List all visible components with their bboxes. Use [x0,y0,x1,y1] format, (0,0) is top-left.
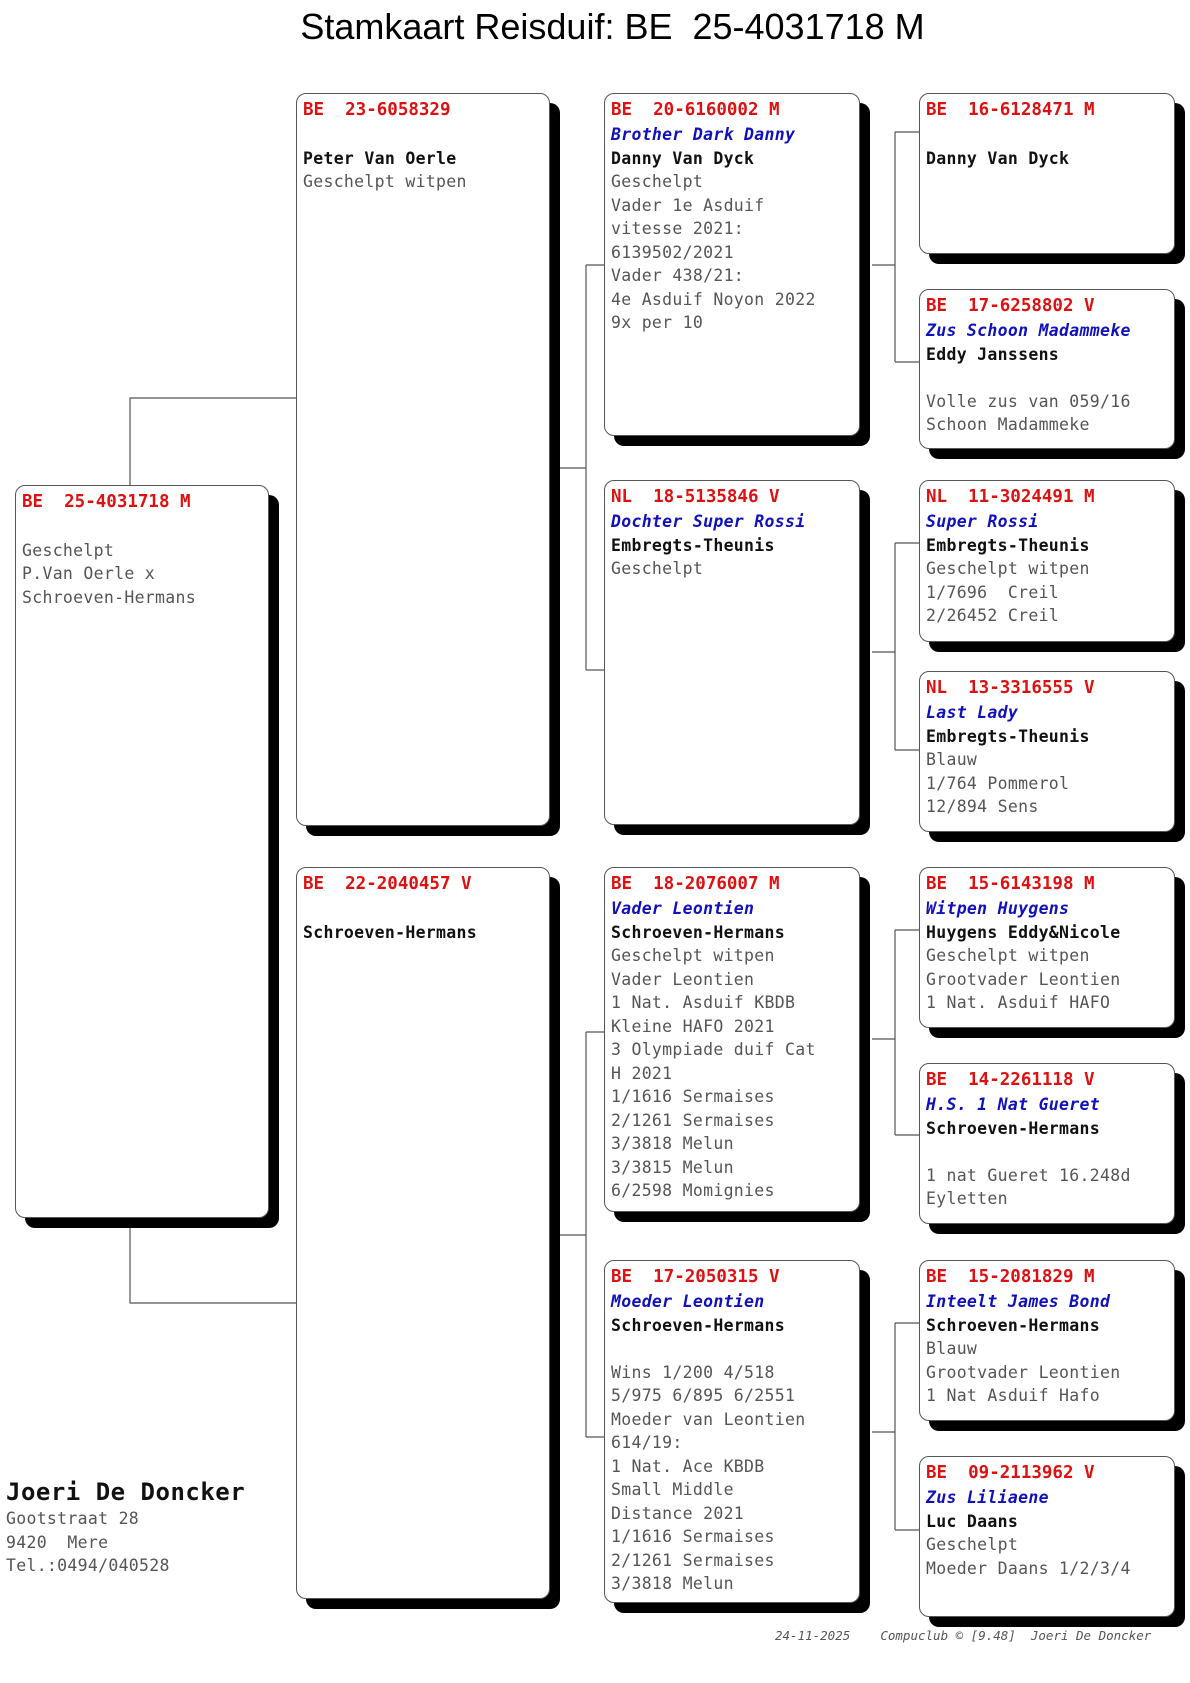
ring-number: BE 15-2081829 M [926,1267,1095,1287]
info-line: 2/26452 Creil [926,606,1060,625]
pedigree-box-subject [15,485,269,1218]
info-line: 6/2598 Momignies [611,1181,775,1200]
info-line: Grootvader Leontien [926,969,1121,989]
owner-block [6,1477,245,1578]
spacer-line [611,1337,853,1361]
footer-credits: 24-11-2025 Compuclub © [9.48] Joeri De Doncker [775,1628,1152,1643]
info-line: 1 Nat. Ace KBDB [611,1456,765,1476]
breeder-name: Schroeven-Hermans [611,1315,785,1335]
spacer-line [926,366,1168,390]
owner-street: Gootstraat 28 [6,1509,140,1528]
info-line: 3/3818 Melun [611,1574,734,1593]
info-line: Geschelpt [611,172,704,191]
breeder-name: Schroeven-Hermans [611,922,785,942]
pigeon-name: Inteelt James Bond [926,1292,1111,1311]
info-line: Geschelpt witpen [926,559,1090,578]
pigeon-name: H.S. 1 Nat Gueret [926,1095,1100,1114]
info-line: 12/894 Sens [926,797,1039,816]
breeder-name: Embregts-Theunis [926,535,1090,555]
info-line: 1 Nat Asduif Hafo [926,1386,1100,1405]
info-line: Vader 1e Asduif [611,195,765,215]
info-line: 4e Asduif Noyon 2022 [611,289,816,309]
ring-number: NL 13-3316555 V [926,678,1095,698]
info-line: Moeder van Leontien [611,1409,806,1429]
info-line: Geschelpt witpen [926,946,1090,965]
info-line: 5/975 6/895 6/2551 [611,1386,796,1405]
spacer-line [303,123,543,147]
pigeon-name: Dochter Super Rossi [611,512,806,531]
pigeon-name: Moeder Leontien [611,1292,765,1311]
info-line: Schoon Madammeke [926,415,1090,434]
info-line: Geschelpt [22,540,115,560]
breeder-name: Huygens Eddy&Nicole [926,922,1121,942]
ring-number: BE 09-2113962 V [926,1463,1095,1483]
pigeon-name: Vader Leontien [611,899,755,918]
info-line: Geschelpt witpen [611,946,775,965]
info-line: 1 Nat. Asduif HAFO [926,993,1111,1012]
ring-number: BE 25-4031718 M [22,492,191,512]
breeder-name: Luc Daans [926,1511,1019,1531]
info-line: Volle zus van 059/16 [926,391,1131,411]
info-line: 1/7696 Creil [926,582,1060,602]
ring-number: BE 17-2050315 V [611,1267,780,1287]
owner-name: Joeri De Doncker [6,1478,246,1506]
pedigree-box-mm [604,1260,860,1603]
info-line: Distance 2021 [611,1503,745,1523]
info-line: Small Middle [611,1480,734,1499]
pedigree-box-mf [604,867,860,1212]
info-line: Vader 438/21: [611,266,745,285]
breeder-name: Schroeven-Hermans [926,1118,1100,1138]
info-line: 3 Olympiade duif Cat [611,1040,816,1059]
info-line: Blauw [926,750,978,769]
info-line: vitesse 2021: [611,219,745,238]
info-line: 6139502/2021 [611,242,734,262]
pedigree-box-fmm [919,671,1175,832]
pedigree-box-mff [919,867,1175,1028]
spacer-line [926,123,1168,147]
ring-number: BE 18-2076007 M [611,874,780,894]
info-line: Geschelpt witpen [303,172,467,191]
pedigree-box-ffm [919,289,1175,449]
ring-number: BE 22-2040457 V [303,874,472,894]
pedigree-box-mfm [919,1063,1175,1224]
info-line: 1/1616 Sermaises [611,1527,775,1546]
spacer-line [926,1140,1168,1164]
info-line: H 2021 [611,1063,673,1083]
pedigree-box-ff [604,93,860,436]
page-title: Stamkaart Reisduif: BE 25-4031718 M [300,6,925,47]
ring-number: BE 14-2261118 V [926,1070,1095,1090]
info-line: Moeder Daans 1/2/3/4 [926,1558,1131,1578]
info-line: 3/3818 Melun [611,1134,734,1153]
ring-number: NL 18-5135846 V [611,487,780,507]
pedigree-box-mother [296,867,550,1599]
owner-city: 9420 Mere [6,1532,109,1552]
info-line: 1/764 Pommerol [926,773,1070,793]
info-line: Geschelpt [611,559,704,578]
breeder-name: Embregts-Theunis [926,726,1090,746]
info-line: 1 Nat. Asduif KBDB [611,993,796,1012]
info-line: P.Van Oerle x [22,564,156,583]
pigeon-name: Last Lady [926,703,1019,722]
info-line: 1 nat Gueret 16.248d [926,1165,1131,1185]
pigeon-name: Zus Schoon Madammeke [926,321,1131,340]
pedigree-box-father [296,93,550,826]
spacer-line [303,897,543,921]
info-line: 614/19: [611,1433,683,1452]
info-line: Vader Leontien [611,969,755,989]
breeder-name: Peter Van Oerle [303,148,457,168]
ring-number: BE 23-6058329 [303,100,451,120]
breeder-name: Embregts-Theunis [611,535,775,555]
info-line: 2/1261 Sermaises [611,1550,775,1570]
ring-number: BE 15-6143198 M [926,874,1095,894]
info-line: 1/1616 Sermaises [611,1087,775,1106]
spacer-line [22,515,262,539]
pedigree-box-mmm [919,1456,1175,1617]
info-line: Wins 1/200 4/518 [611,1362,775,1382]
ring-number: BE 17-6258802 V [926,296,1095,316]
info-line: Schroeven-Hermans [22,587,196,607]
pedigree-box-fm [604,480,860,825]
breeder-name: Eddy Janssens [926,344,1060,364]
pigeon-name: Brother Dark Danny [611,125,796,144]
info-line: Eyletten [926,1189,1008,1208]
pigeon-name: Zus Liliaene [926,1488,1049,1507]
breeder-name: Danny Van Dyck [926,148,1070,168]
pigeon-name: Super Rossi [926,512,1039,531]
pedigree-box-mmf [919,1260,1175,1421]
info-line: Geschelpt [926,1535,1019,1554]
breeder-name: Danny Van Dyck [611,148,755,168]
pedigree-box-fmf [919,480,1175,642]
info-line: 3/3815 Melun [611,1157,734,1177]
info-line: Grootvader Leontien [926,1362,1121,1382]
info-line: 9x per 10 [611,313,704,332]
ring-number: BE 20-6160002 M [611,100,780,120]
owner-phone: Tel.:0494/040528 [6,1556,170,1575]
info-line: Kleine HAFO 2021 [611,1016,775,1036]
info-line: Blauw [926,1339,978,1358]
pedigree-box-fff [919,93,1175,254]
ring-number: BE 16-6128471 M [926,100,1095,120]
pigeon-name: Witpen Huygens [926,899,1070,918]
ring-number: NL 11-3024491 M [926,487,1095,507]
breeder-name: Schroeven-Hermans [926,1315,1100,1335]
info-line: 2/1261 Sermaises [611,1110,775,1130]
breeder-name: Schroeven-Hermans [303,922,477,942]
